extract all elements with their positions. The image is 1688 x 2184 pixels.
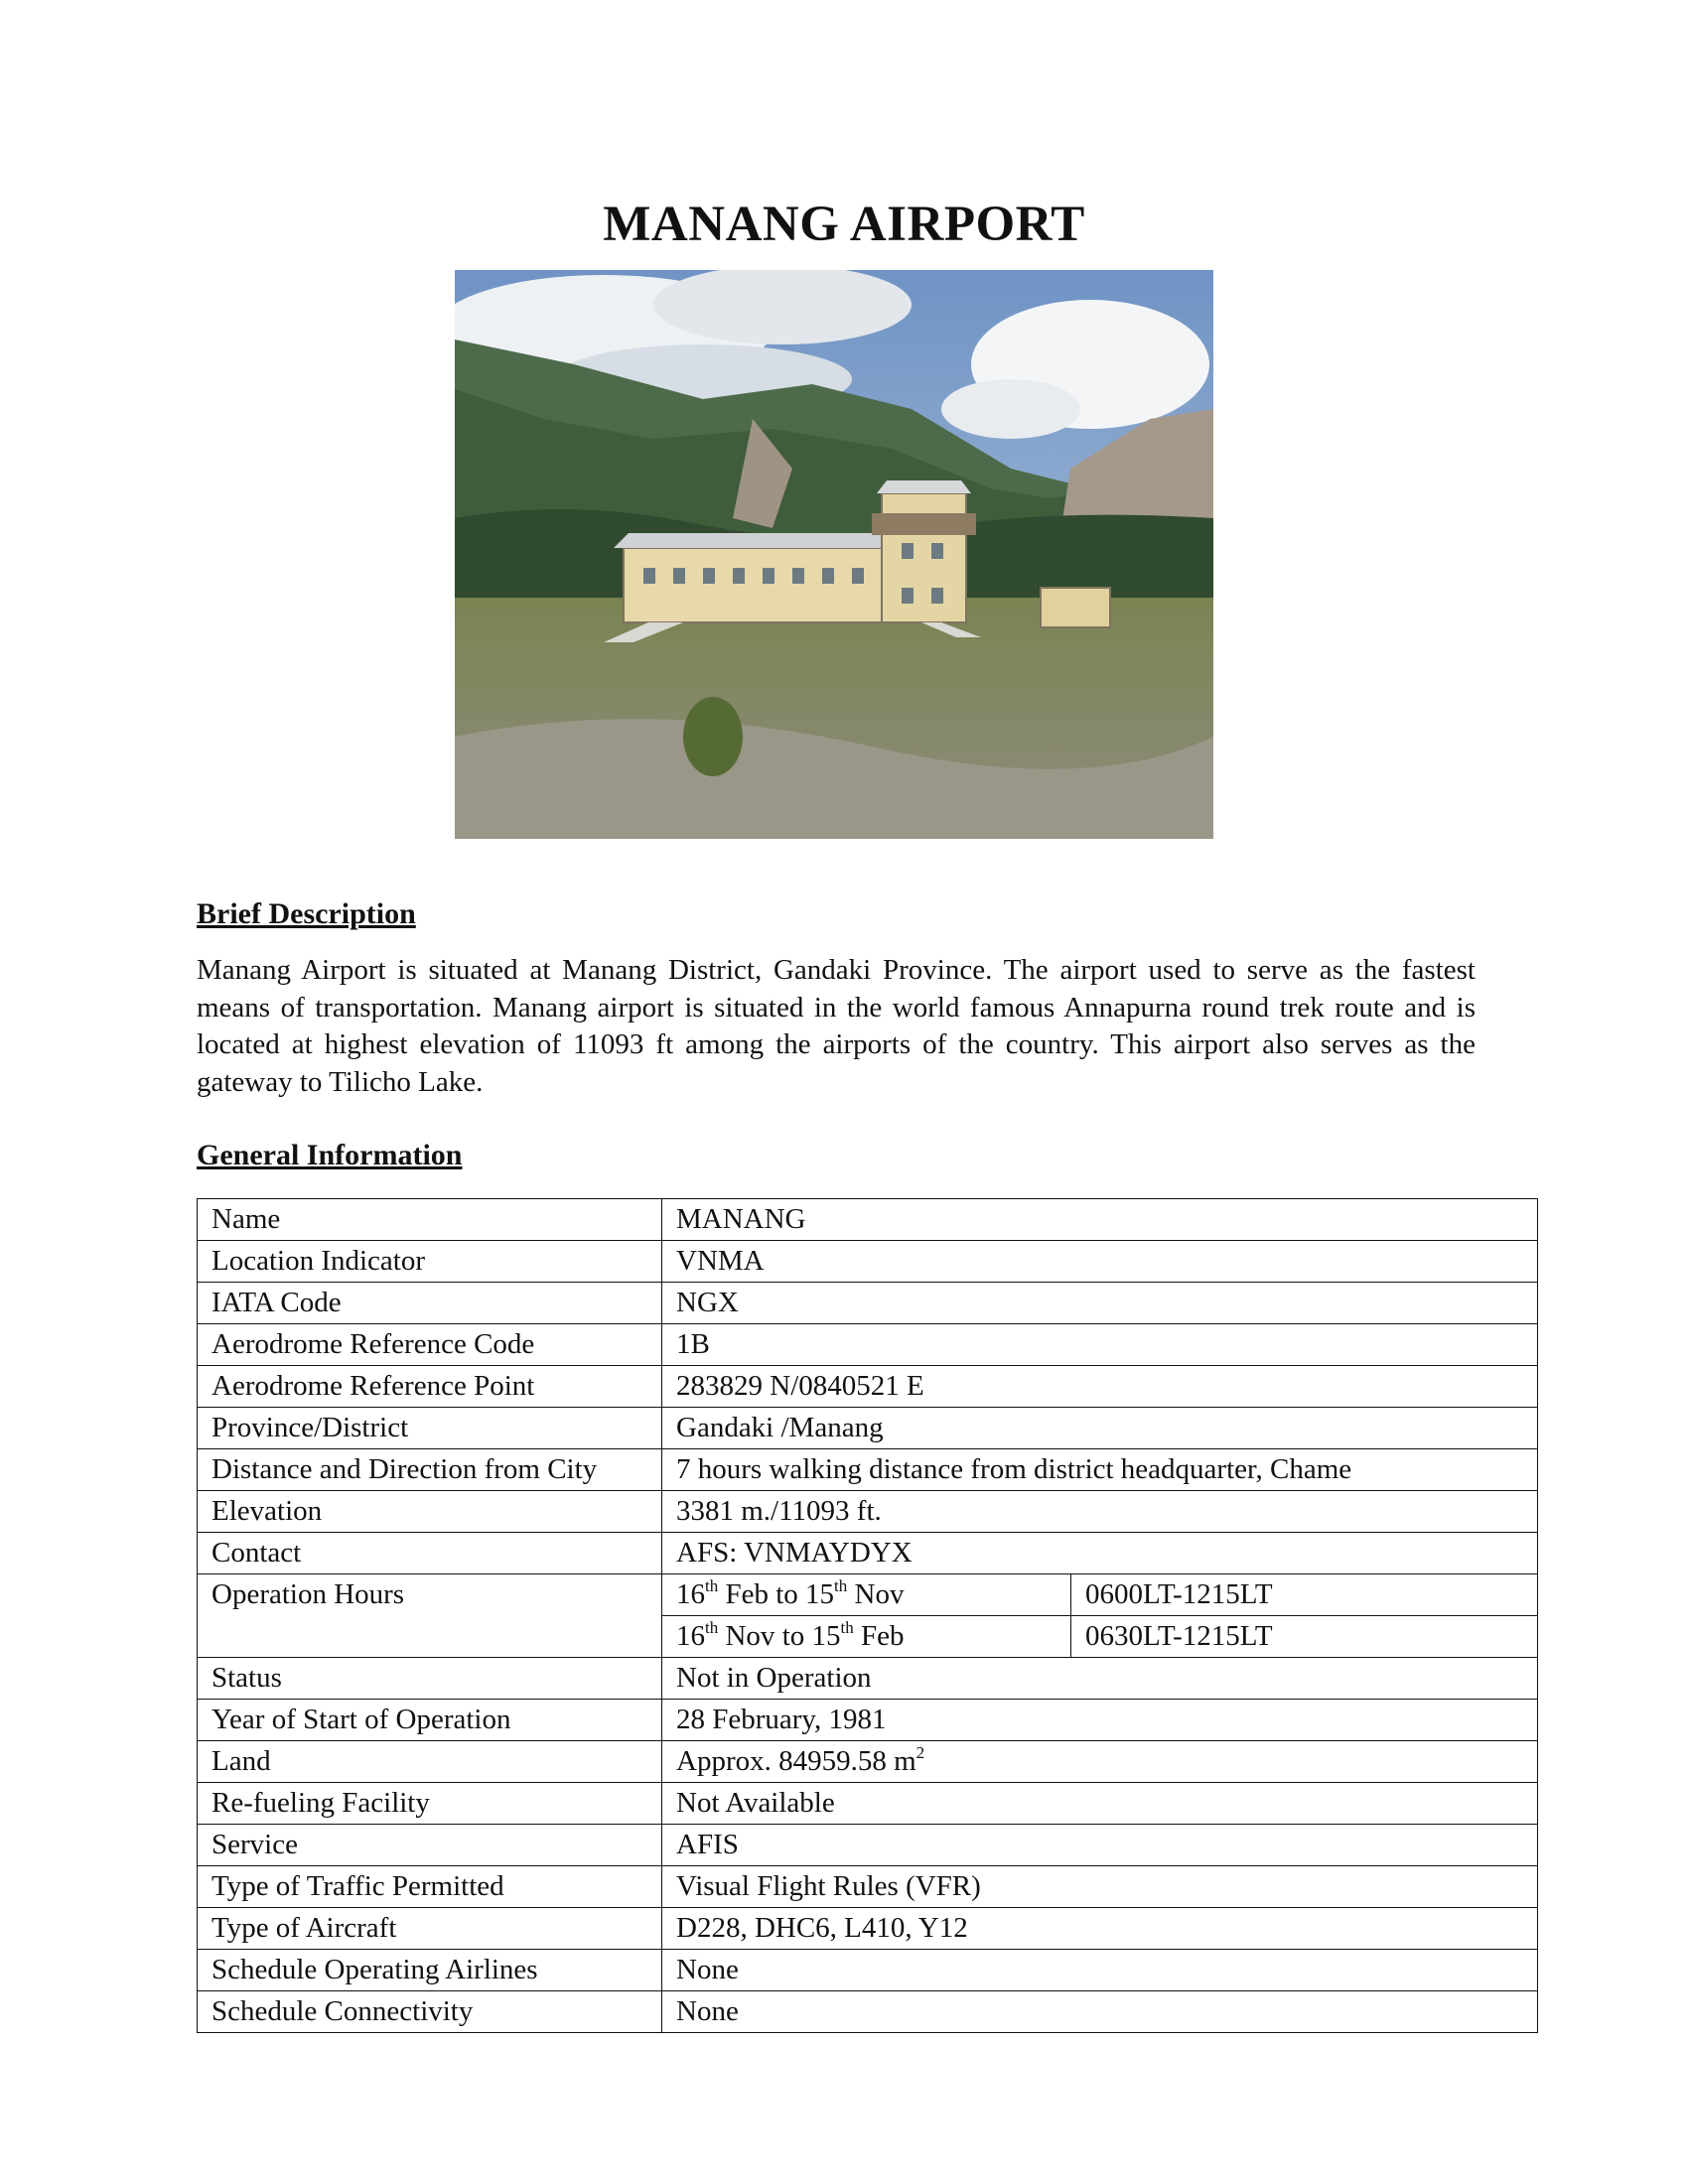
row-value: NGX bbox=[662, 1283, 1538, 1324]
airport-photo-illustration bbox=[455, 270, 1213, 839]
row-value: 3381 m./11093 ft. bbox=[662, 1491, 1538, 1533]
operation-period: 16th Feb to 15th Nov bbox=[662, 1574, 1071, 1616]
row-value: Not Available bbox=[662, 1783, 1538, 1825]
row-value: Approx. 84959.58 $m^2$ bbox=[662, 1741, 1538, 1783]
row-value: Not in Operation bbox=[662, 1658, 1538, 1700]
operation-hours-time: 0600LT-1215LT bbox=[1071, 1574, 1538, 1616]
row-value: 28 February, 1981 bbox=[662, 1700, 1538, 1741]
row-value: 7 hours walking distance from district headquarter, Chame bbox=[662, 1449, 1538, 1491]
brief-description-text: Manang Airport is situated at Manang District, Gandaki Province. The airport used to serve as the fastest means of transportation. Manang airport is situated in the world famous Annapurna round trek route and is located at highest elevation of 11093 ft among the airports of the country. This airport also serves as the gateway to Tilicho Lake. bbox=[197, 954, 1476, 1098]
row-label: Elevation bbox=[198, 1491, 662, 1533]
table-row bbox=[198, 1533, 1538, 1574]
table-row bbox=[198, 1991, 1538, 2033]
general-information-heading: General Information bbox=[197, 1139, 463, 1171]
row-value: None bbox=[662, 1950, 1538, 1991]
operation-hours-label: Operation Hours bbox=[198, 1574, 662, 1658]
row-value: VNMA bbox=[662, 1241, 1538, 1283]
table-row bbox=[198, 1199, 1538, 1241]
row-value: None bbox=[662, 1991, 1538, 2033]
table-row bbox=[198, 1950, 1538, 1991]
row-value: Gandaki /Manang bbox=[662, 1408, 1538, 1449]
row-label: Aerodrome Reference Code bbox=[198, 1324, 662, 1366]
operation-period: 16th Nov to 15th Feb bbox=[662, 1616, 1071, 1658]
row-value: AFS: VNMAYDYX bbox=[662, 1533, 1538, 1574]
row-label: Land bbox=[198, 1741, 662, 1783]
row-label: Service bbox=[198, 1825, 662, 1866]
table-row bbox=[198, 1491, 1538, 1533]
row-label: Status bbox=[198, 1658, 662, 1700]
table-row bbox=[198, 1658, 1538, 1700]
page-title: MANANG AIRPORT bbox=[603, 197, 1085, 252]
row-value: 1B bbox=[662, 1324, 1538, 1366]
row-label: IATA Code bbox=[198, 1283, 662, 1324]
table-row bbox=[198, 1241, 1538, 1283]
table-row bbox=[198, 1574, 1538, 1616]
row-label: Contact bbox=[198, 1533, 662, 1574]
row-label: Schedule Connectivity bbox=[198, 1991, 662, 2033]
brief-description-heading: Brief Description bbox=[197, 897, 416, 930]
table-row bbox=[198, 1700, 1538, 1741]
row-value: Visual Flight Rules (VFR) bbox=[662, 1866, 1538, 1908]
row-label: Location Indicator bbox=[198, 1241, 662, 1283]
row-value: 283829 N/0840521 E bbox=[662, 1366, 1538, 1408]
table-row bbox=[198, 1825, 1538, 1866]
table-row bbox=[198, 1908, 1538, 1950]
row-label: Re-fueling Facility bbox=[198, 1783, 662, 1825]
row-value: MANANG bbox=[662, 1199, 1538, 1241]
row-label: Aerodrome Reference Point bbox=[198, 1366, 662, 1408]
row-label: Schedule Operating Airlines bbox=[198, 1950, 662, 1991]
table-row bbox=[198, 1408, 1538, 1449]
airport-photo bbox=[455, 270, 1213, 839]
table-row bbox=[198, 1366, 1538, 1408]
table-row bbox=[198, 1449, 1538, 1491]
row-label: Type of Aircraft bbox=[198, 1908, 662, 1950]
table-row bbox=[198, 1783, 1538, 1825]
row-label: Distance and Direction from City bbox=[198, 1449, 662, 1491]
general-information-table bbox=[197, 1198, 1538, 2033]
row-value: AFIS bbox=[662, 1825, 1538, 1866]
table-row bbox=[198, 1283, 1538, 1324]
table-row bbox=[198, 1741, 1538, 1783]
row-value: D228, DHC6, L410, Y12 bbox=[662, 1908, 1538, 1950]
operation-hours-time: 0630LT-1215LT bbox=[1071, 1616, 1538, 1658]
row-label: Type of Traffic Permitted bbox=[198, 1866, 662, 1908]
table-row bbox=[198, 1324, 1538, 1366]
row-label: Province/District bbox=[198, 1408, 662, 1449]
row-label: Year of Start of Operation bbox=[198, 1700, 662, 1741]
table-row bbox=[198, 1866, 1538, 1908]
row-label: Name bbox=[198, 1199, 662, 1241]
